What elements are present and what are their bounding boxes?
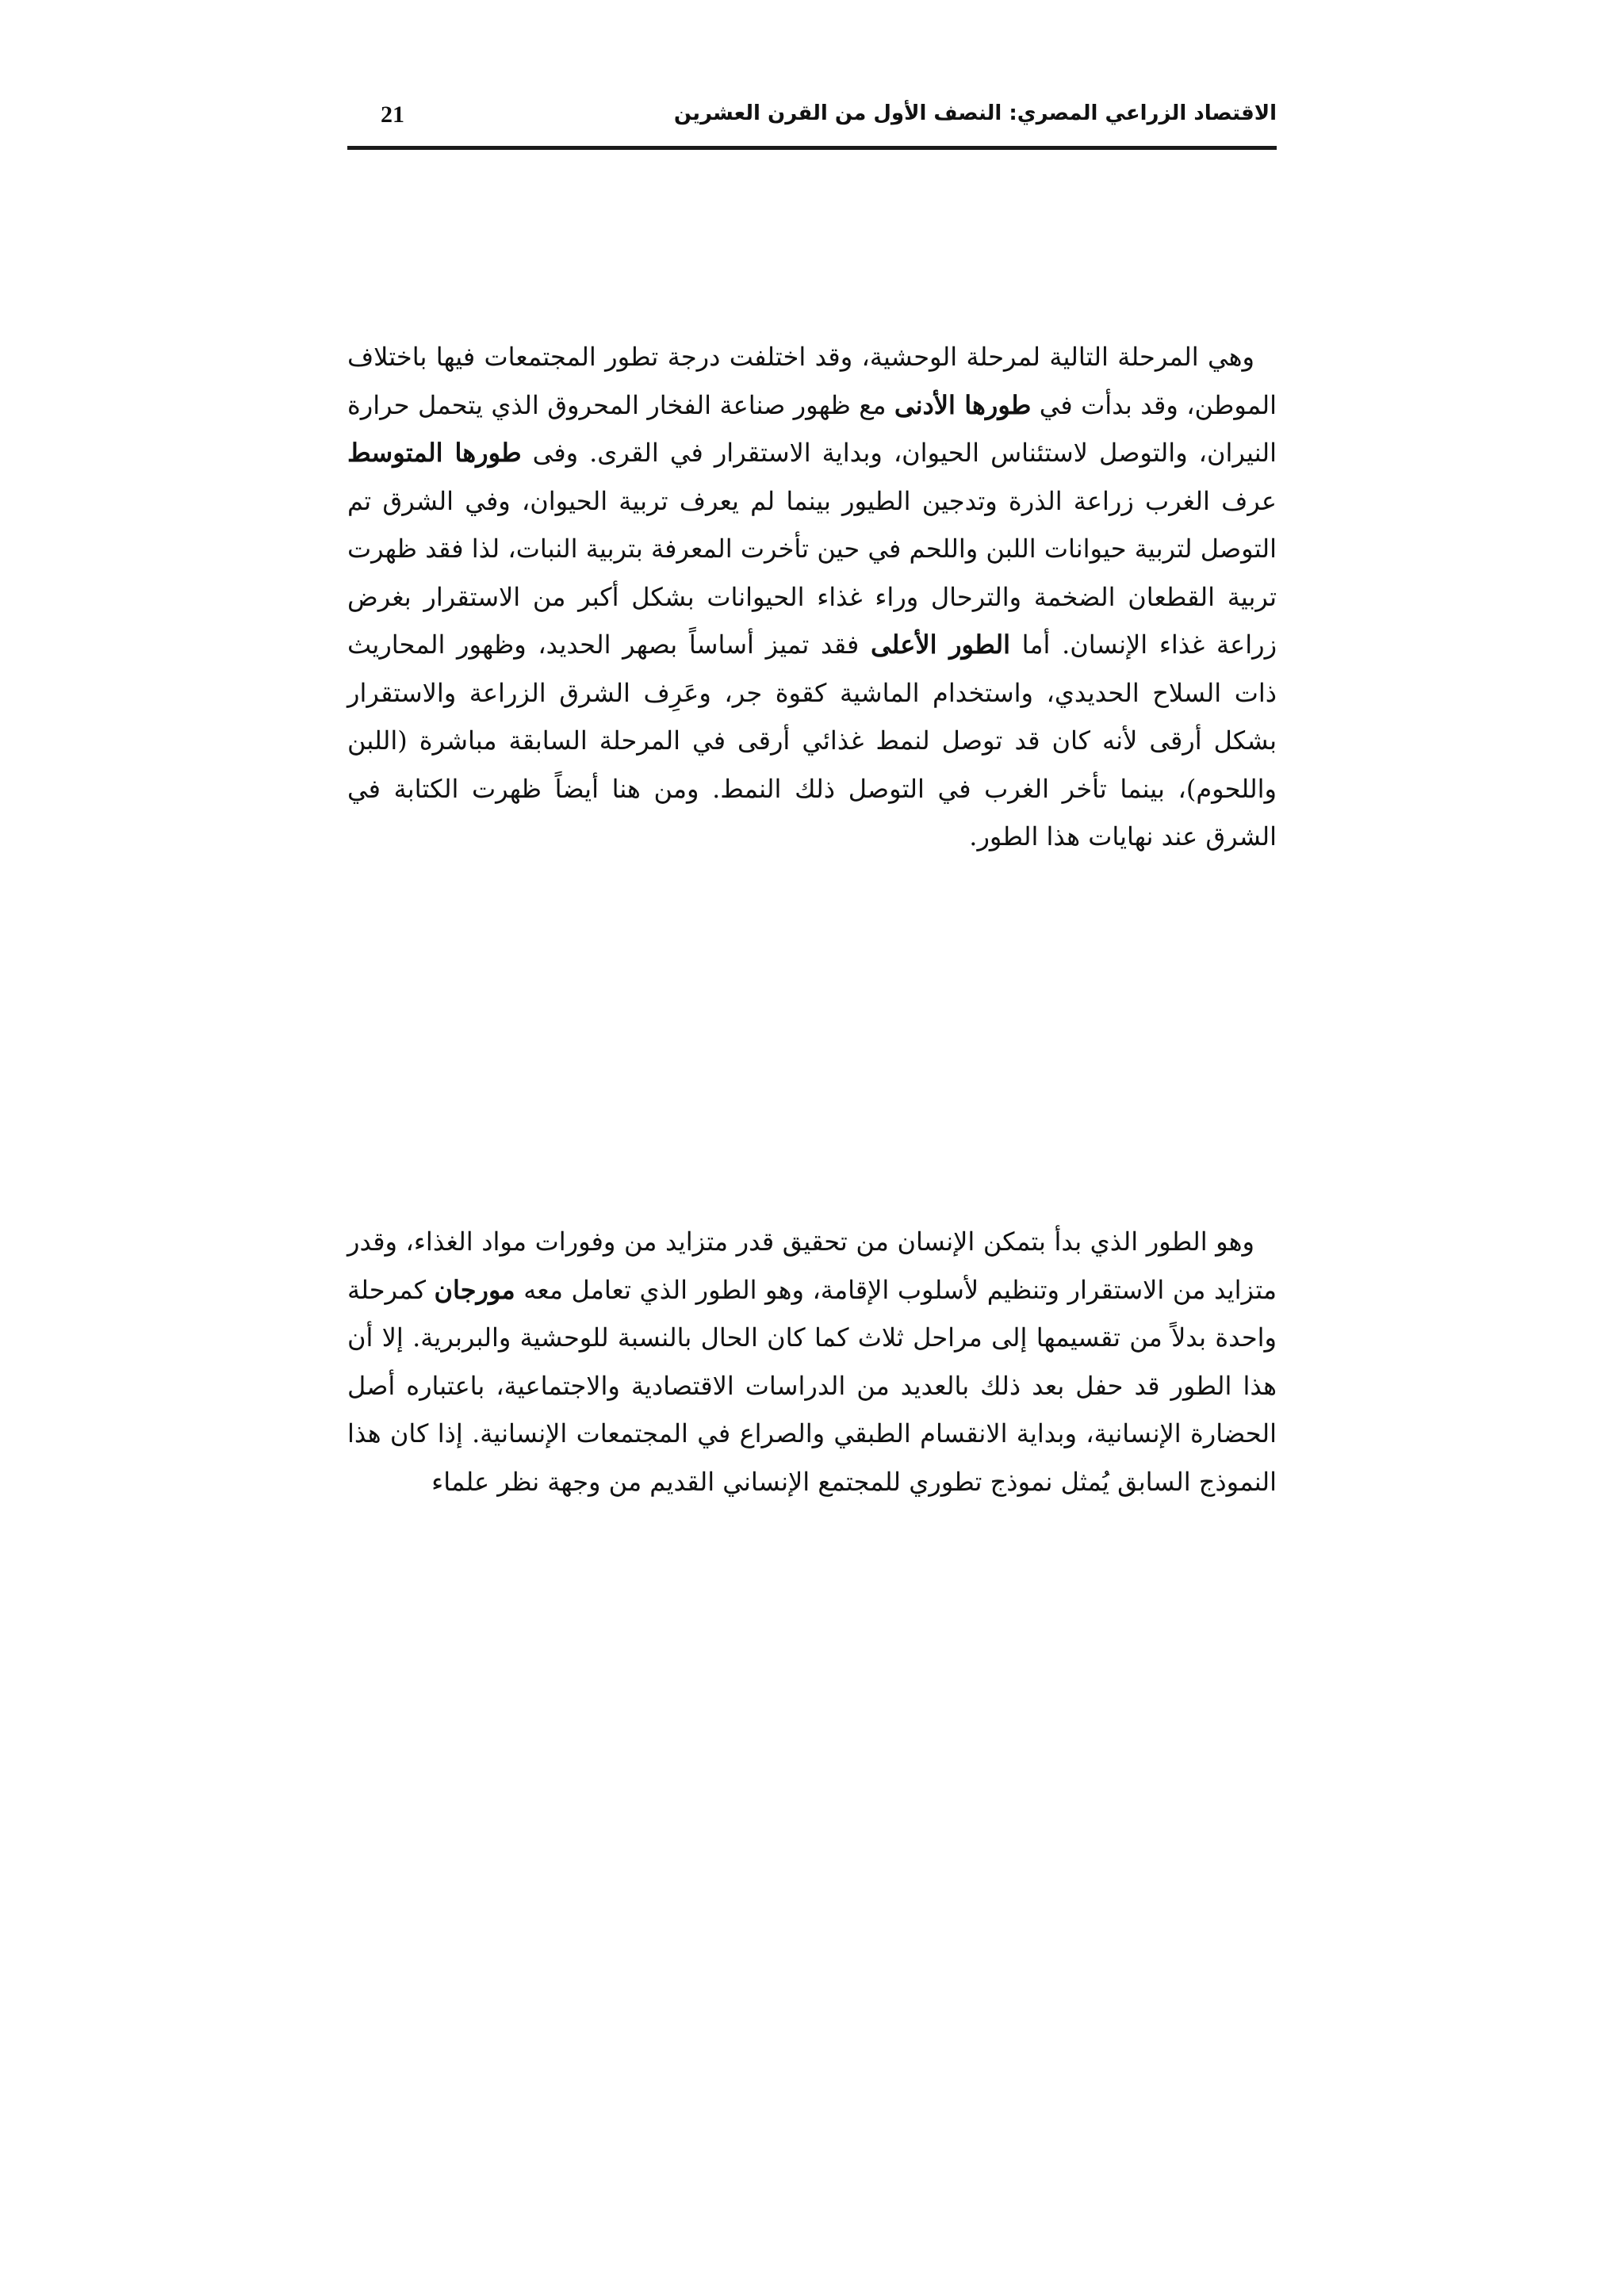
bold-term-lower-stage: طورها الأدنى [894,389,1032,420]
paragraph-barbarism-stages [347,333,1277,861]
bold-term-middle-stage: طورها المتوسط [347,438,522,468]
bold-term-upper-stage: الطور الأعلى [870,629,1010,660]
paragraph-civilization-stage [347,1218,1277,1506]
paragraph-text: مع ظهور صناعة الفخار المحروق الذي يتحمل حرارة النيران، والتوصل لاستئناس الحيوان، وبداية الاستقرار في القرى. وفى [347,389,1277,468]
paragraph-text: فقد تميز أساساً بصهر الحديد، وظهور المحاريث ذات السلاح الحديدي، واستخدام الماشية كقوة جر، وعَرِف الشرق الزراعة والاستقرار بشكل أرقى لأنه كان قد توصل لنمط غذائي أرقى في المرحلة السابقة مباشرة (اللبن واللحوم)، بينما تأخر الغرب في التوصل ذلك النمط. ومن هنا أيضاً ظهرت الكتابة في الشرق عند نهايات هذا الطور. [347,629,1277,851]
paragraph-text: عرف الغرب زراعة الذرة وتدجين الطيور بينما لم يعرف تربية الحيوان، وفي الشرق تم التوصل لتربية حيوانات اللبن واللحم في حين تأخرت المعرفة بتربية النبات، لذا فقد ظهرت تربية القطعان الضخمة والترحال وراء غذاء الحيوانات بشكل أكبر من الاستقرار بغرض زراعة غذاء الإنسان. أما [347,485,1277,660]
page-header [347,101,1277,146]
paragraph-text: وهي المرحلة التالية لمرحلة الوحشية، وقد اختلفت درجة تطور المجتمعات فيها باختلاف الموطن، وقد بدأت في [347,342,1277,420]
bold-term-morgan: مورجان [434,1274,515,1305]
header-divider [347,146,1277,150]
page-number: 21 [381,101,404,128]
paragraph-text: وهو الطور الذي بدأ بتمكن الإنسان من تحقيق قدر متزايد من وفورات مواد الغذاء، وقدر متزايد من الاستقرار وتنظيم لأسلوب الإقامة، وهو الطور الذي تعامل معه [347,1226,1277,1305]
running-header-title: الاقتصاد الزراعي المصري: النصف الأول من القرن العشرين [673,101,1277,125]
paragraph-text: كمرحلة واحدة بدلاً من تقسيمها إلى مراحل ثلاث كما كان الحال بالنسبة للوحشية والبربرية. إلا أن هذا الطور قد حفل بعد ذلك بالعديد من الدراسات الاقتصادية والاجتماعية، باعتباره أصل الحضارة الإنسانية، وبداية الانقسام الطبقي والصراع في المجتمعات الإنسانية. إذا كان هذا النموذج السابق يُمثل نموذج تطوري للمجتمع الإنساني القديم من وجهة نظر علماء [347,1274,1277,1497]
